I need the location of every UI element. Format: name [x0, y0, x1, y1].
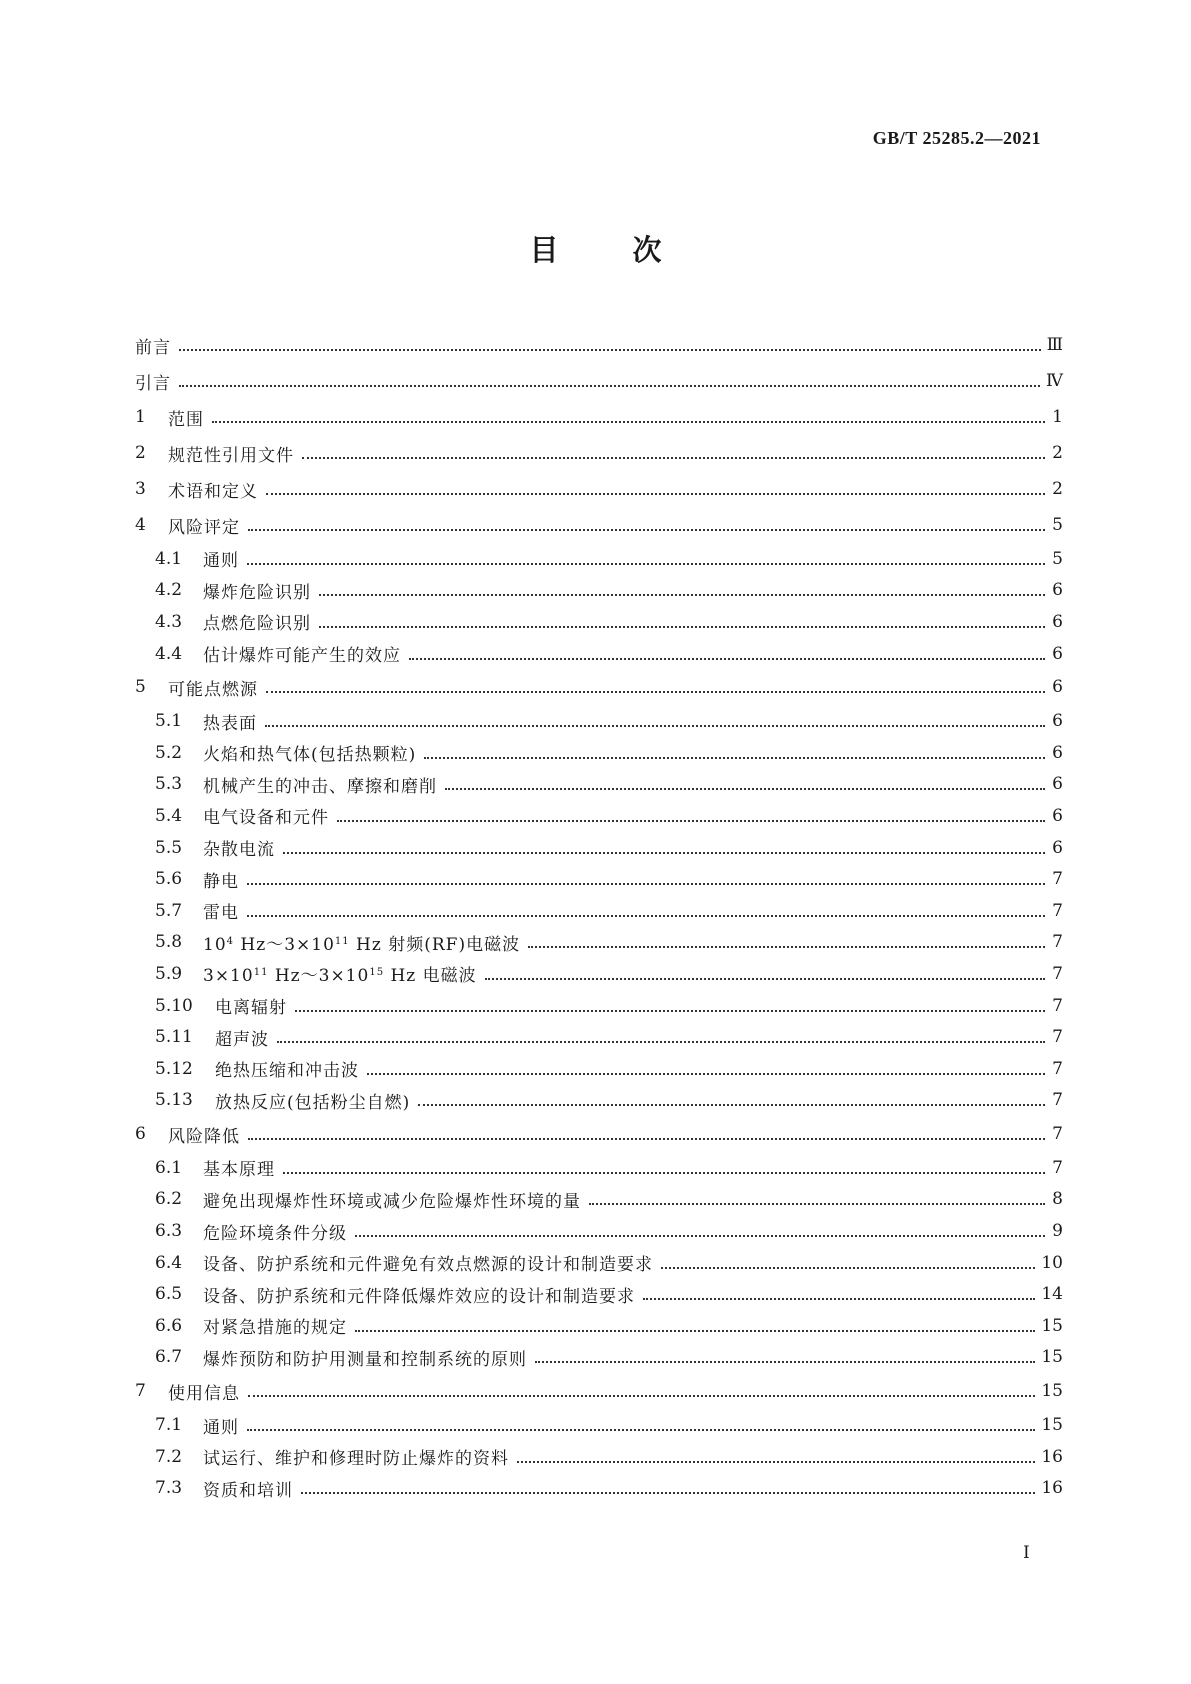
toc-entry[interactable] [135, 669, 1063, 705]
toc-entry-number: 5.7 [155, 900, 183, 921]
toc-entry-page: 10 [1041, 1252, 1063, 1273]
toc-entry[interactable] [135, 1085, 1063, 1117]
toc-entry-label [203, 961, 477, 986]
toc-dot-leader [247, 877, 1045, 885]
toc-entry-page: 6 [1052, 711, 1063, 732]
toc-label-exponent: 4 [226, 935, 235, 947]
toc-dot-leader [247, 557, 1045, 565]
toc-entry-number: 5.11 [155, 1027, 193, 1048]
toc-entry-number: 5.12 [155, 1058, 193, 1079]
toc-entry-label: 前言 [135, 337, 171, 358]
toc-entry-number: 5.6 [155, 869, 183, 890]
toc-dot-leader [266, 487, 1045, 495]
toc-entry-number: 4.1 [155, 548, 183, 569]
toc-entry[interactable] [135, 1053, 1063, 1085]
toc-entry-label: 术语和定义 [168, 481, 258, 502]
toc-entry[interactable] [135, 507, 1063, 543]
toc-dot-leader [248, 1132, 1045, 1140]
toc-dot-leader [212, 415, 1045, 423]
toc-entry-number: 5.9 [155, 963, 183, 984]
toc-entry-label: 绝热压缩和冲击波 [215, 1061, 359, 1082]
toc-dot-leader [248, 1389, 1035, 1397]
toc-entry-label: 危险环境条件分级 [203, 1223, 347, 1244]
toc-entry-number: 6.3 [155, 1221, 183, 1242]
toc-dot-leader [179, 343, 1041, 351]
toc-entry[interactable] [135, 927, 1063, 959]
toc-label-part: Hz 射频(RF)电磁波 [349, 934, 521, 955]
toc-entry[interactable] [135, 1409, 1063, 1441]
toc-entry[interactable] [135, 1310, 1063, 1342]
toc-entry-label: 试运行、维护和修理时防止爆炸的资料 [203, 1449, 509, 1470]
toc-entry-number: 5.13 [155, 1090, 193, 1111]
toc-entry-page: 15 [1041, 1347, 1063, 1368]
toc-entry-label: 估计爆炸可能产生的效应 [203, 646, 401, 667]
toc-entry-label: 静电 [203, 871, 239, 892]
toc-entry[interactable] [135, 737, 1063, 769]
toc-dot-leader [517, 1455, 1035, 1463]
toc-entry-number: 5.4 [155, 805, 183, 826]
toc-entry-label: 资质和培训 [203, 1480, 293, 1501]
toc-entry-number: 6.5 [155, 1284, 183, 1305]
toc-entry[interactable] [135, 327, 1063, 363]
toc-entry-number: 4.4 [155, 643, 183, 664]
toc-entry-page: 6 [1052, 805, 1063, 826]
toc-entry-number: 7 [135, 1381, 146, 1402]
toc-label-part: 10 [203, 934, 227, 955]
toc-entry-label: 范围 [168, 409, 204, 430]
toc-entry[interactable] [135, 958, 1063, 990]
toc-entry[interactable] [135, 575, 1063, 607]
toc-entry-page: 7 [1052, 1058, 1063, 1079]
toc-entry-page: 6 [1052, 837, 1063, 858]
toc-entry-page: 7 [1052, 1124, 1063, 1145]
toc-entry-page: 15 [1041, 1381, 1063, 1402]
toc-entry-label: 规范性引用文件 [168, 445, 294, 466]
toc-dot-leader [248, 523, 1045, 531]
toc-entry[interactable] [135, 435, 1063, 471]
toc-entry[interactable] [135, 363, 1063, 399]
toc-entry-page: 5 [1052, 548, 1063, 569]
toc-entry[interactable] [135, 638, 1063, 670]
toc-entry-label: 基本原理 [203, 1160, 275, 1181]
toc-dot-leader [643, 1292, 1035, 1300]
toc-entry-number: 7.3 [155, 1478, 183, 1499]
toc-dot-leader [528, 940, 1045, 948]
toc-entry-label: 火焰和热气体(包括热颗粒) [203, 745, 417, 766]
toc-dot-leader [295, 1004, 1045, 1012]
toc-entry-page: 15 [1041, 1415, 1063, 1436]
page-number: I [1023, 1543, 1030, 1563]
toc-entry-page: 6 [1052, 677, 1063, 698]
toc-entry-page: 7 [1052, 1090, 1063, 1111]
toc-entry-label: 电离辐射 [215, 998, 287, 1019]
toc-entry-page: 2 [1052, 443, 1063, 463]
toc-entry-number: 5.3 [155, 774, 183, 795]
toc-entry[interactable] [135, 832, 1063, 864]
toc-entry-label: 杂散电流 [203, 840, 275, 861]
toc-entry[interactable] [135, 1184, 1063, 1216]
toc-entry-page: 7 [1052, 900, 1063, 921]
toc-entry[interactable] [135, 863, 1063, 895]
toc-entry[interactable] [135, 1215, 1063, 1247]
toc-entry-label [203, 930, 520, 955]
standard-number: GB/T 25285.2—2021 [872, 128, 1041, 148]
toc-entry-number: 6.7 [155, 1347, 183, 1368]
toc-dot-leader [337, 814, 1045, 822]
page-title: 目次 [529, 233, 736, 267]
toc-entry-page: 7 [1052, 1027, 1063, 1048]
toc-dot-leader [367, 1067, 1045, 1075]
toc-entry[interactable] [135, 1247, 1063, 1279]
toc-entry-page: 16 [1041, 1478, 1063, 1499]
toc-dot-leader [355, 1229, 1045, 1237]
toc-entry-page: 5 [1052, 515, 1063, 535]
toc-dot-leader [319, 620, 1045, 628]
toc-entry-number: 7.2 [155, 1446, 183, 1467]
toc-label-part: Hz～3×10 [234, 934, 335, 955]
toc-entry-page: 6 [1052, 580, 1063, 601]
toc-dot-leader [277, 1035, 1045, 1043]
toc-entry[interactable] [135, 800, 1063, 832]
toc-entry-page: 7 [1052, 995, 1063, 1016]
toc-entry-label: 放热反应(包括粉尘自燃) [215, 1092, 411, 1113]
toc-label-exponent: 11 [253, 967, 269, 979]
toc-dot-leader [355, 1324, 1035, 1332]
toc-entry-page: 9 [1052, 1221, 1063, 1242]
toc-dot-leader [179, 379, 1040, 387]
toc-entry-number: 6.1 [155, 1157, 183, 1178]
toc-entry-label: 对紧急措施的规定 [203, 1318, 347, 1339]
toc-entry-page: 15 [1041, 1315, 1063, 1336]
toc-entry-number: 1 [135, 407, 146, 427]
toc-entry-number: 5.5 [155, 837, 183, 858]
toc-entry-number: 5.10 [155, 995, 193, 1016]
toc-entry-label: 超声波 [215, 1029, 269, 1050]
toc-entry-number: 3 [135, 479, 146, 499]
toc-entry[interactable] [135, 1472, 1063, 1504]
toc-entry[interactable] [135, 769, 1063, 801]
toc-dot-leader [265, 719, 1045, 727]
toc-entry-label: 设备、防护系统和元件降低爆炸效应的设计和制造要求 [203, 1286, 635, 1307]
toc-dot-leader [535, 1355, 1035, 1363]
toc-entry-page: 7 [1052, 963, 1063, 984]
toc-dot-leader [266, 685, 1045, 693]
toc-entry-number: 4.2 [155, 580, 183, 601]
toc-entry[interactable] [135, 705, 1063, 737]
toc-entry-page: 7 [1052, 869, 1063, 890]
toc-label-exponent: 11 [334, 935, 350, 947]
toc-dot-leader [319, 588, 1045, 596]
toc-entry[interactable] [135, 1278, 1063, 1310]
toc-entry[interactable] [135, 471, 1063, 507]
toc-entry-number: 4 [135, 515, 146, 535]
toc-entry[interactable] [135, 990, 1063, 1022]
toc-label-part: 3×10 [203, 966, 254, 987]
toc-entry-label: 风险评定 [168, 517, 240, 538]
toc-entry[interactable] [135, 1373, 1063, 1409]
toc-entry-page: 1 [1052, 407, 1063, 427]
toc-entry-label: 通则 [203, 1417, 239, 1438]
toc-entry-number: 5 [135, 677, 146, 698]
toc-entry-label: 点燃危险识别 [203, 614, 311, 635]
table-of-contents [135, 327, 1063, 1504]
toc-entry[interactable] [135, 1021, 1063, 1053]
toc-dot-leader [301, 1486, 1035, 1494]
toc-entry-label: 电气设备和元件 [203, 808, 329, 829]
toc-entry[interactable] [135, 1116, 1063, 1152]
toc-entry-label: 可能点燃源 [168, 679, 258, 700]
toc-entry-page: 6 [1052, 611, 1063, 632]
toc-dot-leader [283, 846, 1045, 854]
toc-entry-number: 5.8 [155, 932, 183, 953]
toc-entry[interactable] [135, 1342, 1063, 1374]
toc-entry-number: 2 [135, 443, 146, 463]
toc-entry[interactable] [135, 606, 1063, 638]
toc-dot-leader [485, 972, 1045, 980]
toc-entry-page: 2 [1052, 479, 1063, 499]
toc-dot-leader [661, 1261, 1035, 1269]
toc-entry[interactable] [135, 543, 1063, 575]
toc-entry-page: 6 [1052, 774, 1063, 795]
toc-entry-number: 4.3 [155, 611, 183, 632]
toc-entry-page: 6 [1052, 643, 1063, 664]
toc-dot-leader [445, 782, 1045, 790]
toc-dot-leader [302, 451, 1045, 459]
toc-entry-page: 14 [1041, 1284, 1063, 1305]
toc-entry[interactable] [135, 1441, 1063, 1473]
toc-entry[interactable] [135, 399, 1063, 435]
toc-entry-number: 5.2 [155, 742, 183, 763]
toc-dot-leader [247, 909, 1045, 917]
toc-entry-page: 6 [1052, 742, 1063, 763]
toc-entry-page: 8 [1052, 1189, 1063, 1210]
toc-entry-label: 热表面 [203, 713, 257, 734]
toc-dot-leader [589, 1197, 1045, 1205]
toc-entry-label: 避免出现爆炸性环境或减少危险爆炸性环境的量 [203, 1191, 581, 1212]
toc-entry-page: Ⅳ [1046, 371, 1063, 391]
toc-label-part: Hz 电磁波 [384, 966, 477, 987]
toc-entry-number: 6.4 [155, 1252, 183, 1273]
toc-entry-page: 7 [1052, 932, 1063, 953]
toc-entry-number: 7.1 [155, 1415, 183, 1436]
toc-entry[interactable] [135, 1152, 1063, 1184]
toc-entry-page: Ⅲ [1046, 335, 1063, 355]
toc-entry-label: 使用信息 [168, 1383, 240, 1404]
toc-entry-label: 爆炸危险识别 [203, 582, 311, 603]
toc-entry-label: 爆炸预防和防护用测量和控制系统的原则 [203, 1349, 527, 1370]
toc-entry-label: 设备、防护系统和元件避免有效点燃源的设计和制造要求 [203, 1255, 653, 1276]
toc-entry-number: 6 [135, 1124, 146, 1145]
toc-label-part: Hz～3×10 [268, 966, 370, 987]
toc-entry-page: 16 [1041, 1446, 1063, 1467]
toc-entry-number: 6.2 [155, 1189, 183, 1210]
toc-entry-label: 雷电 [203, 903, 239, 924]
toc-entry-number: 5.1 [155, 711, 183, 732]
toc-label-exponent: 15 [369, 967, 385, 979]
toc-dot-leader [409, 652, 1045, 660]
toc-dot-leader [247, 1423, 1035, 1431]
toc-entry-number: 6.6 [155, 1315, 183, 1336]
toc-entry-label: 通则 [203, 551, 239, 572]
toc-entry[interactable] [135, 895, 1063, 927]
toc-dot-leader [283, 1166, 1045, 1174]
toc-entry-page: 7 [1052, 1157, 1063, 1178]
toc-entry-label: 风险降低 [168, 1126, 240, 1147]
toc-entry-label: 引言 [135, 373, 171, 394]
toc-entry-label: 机械产生的冲击、摩擦和磨削 [203, 776, 437, 797]
toc-dot-leader [418, 1098, 1045, 1106]
toc-dot-leader [424, 751, 1045, 759]
